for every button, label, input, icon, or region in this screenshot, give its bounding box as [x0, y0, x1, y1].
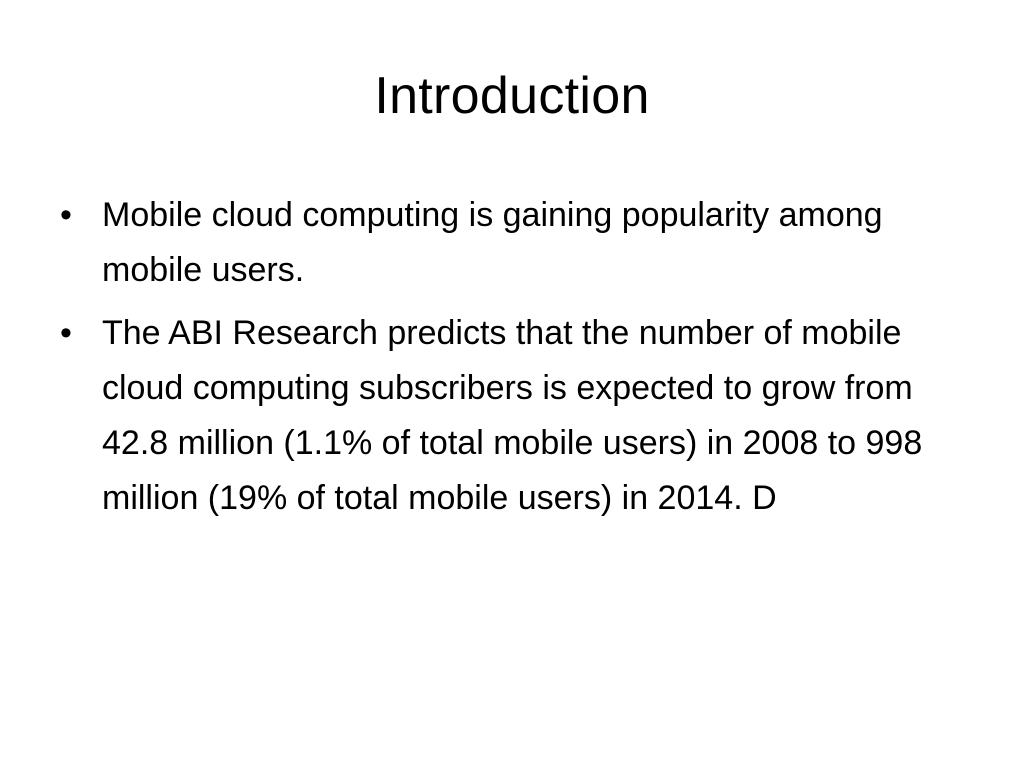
- bullet-icon: •: [60, 196, 72, 234]
- bullet-item: [56, 188, 976, 298]
- bullet-item: [56, 306, 976, 526]
- bullet-list: [56, 188, 976, 534]
- slide-title: Introduction: [374, 67, 650, 125]
- bullet-icon: •: [60, 314, 72, 352]
- bullet-text: Mobile cloud computing is gaining popularity among mobile users.: [102, 196, 883, 289]
- bullet-text: The ABI Research predicts that the number of mobile cloud computing subscribers is expected to grow from 42.8 million (1.1% of total mobile users) in 2008 to 998 million (19% of total mobile users) in 2014. D: [102, 314, 923, 517]
